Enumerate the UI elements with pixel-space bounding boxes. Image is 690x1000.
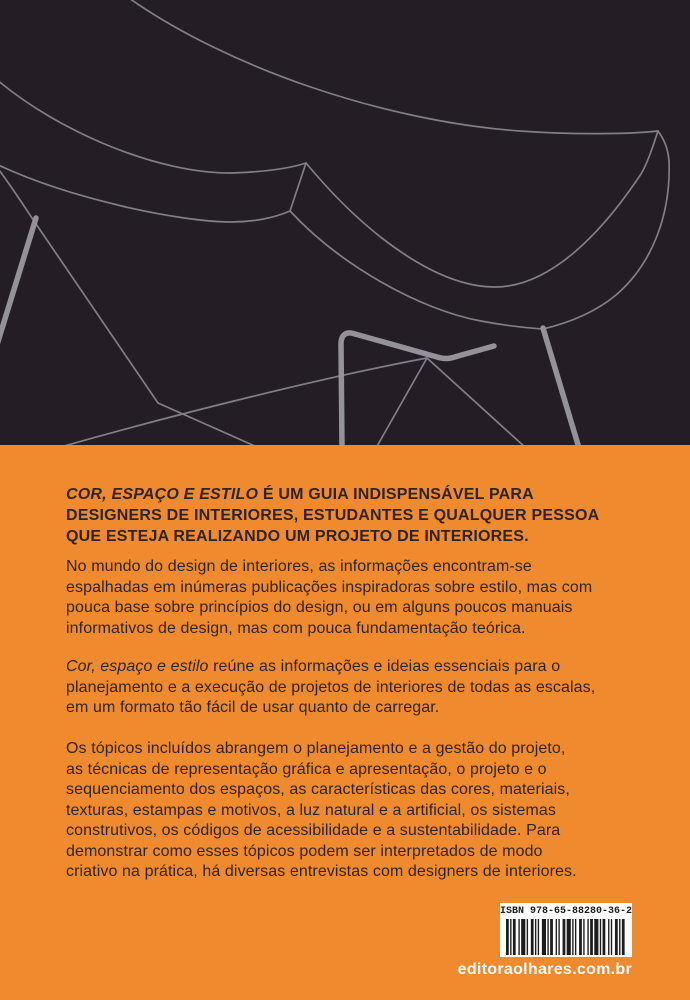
isbn-barcode [500,903,632,957]
blurb-paragraph-2 [66,657,595,719]
blurb-paragraph-1 [66,557,592,639]
heading-line3: QUE ESTEJA REALIZANDO UM PROJETO DE INTERIORES. [66,528,529,545]
p2-line1-rest: reúne as informações e ideias essenciais para o [208,658,561,675]
p3-line: texturas, estampas e motivos, a luz natural e a artificial, os sistemas [66,801,556,819]
isbn-text: ISBN 978-65-88280-36-2 [499,906,633,917]
blurb-paragraph-3 [66,739,577,883]
publisher-url: editoraolhares.com.br [457,961,632,978]
p1-line: informativos de design, mas com pouca fundamentação teórica. [66,619,526,637]
p1-line: pouca base sobre princípios do design, ou em alguns poucos manuais [66,599,573,616]
p3-line: criativo na prática, há diversas entrevistas com designers de interiores. [66,863,577,880]
cover-art-section [0,0,690,445]
book-title-italic: Cor, espaço e estilo [66,658,209,675]
book-title-italic: COR, ESPAÇO E ESTILO [66,486,259,503]
p3-line: construtivos, os códigos de acessibilidade e a sustentabilidade. Para [66,822,561,839]
p3-line: Os tópicos incluídos abrangem o planejamento e a gestão do projeto, [66,740,566,757]
back-cover-text-section [0,445,690,1000]
p1-line: No mundo do design de interiores, as informações encontram-se [66,558,532,575]
p3-line: sequenciamento dos espaços, as características das cores, materiais, [66,781,570,798]
p2-line: planejamento e a execução de projetos de interiores de todas as escalas, [66,678,596,696]
blurb-heading [66,484,599,547]
heading-line2: DESIGNERS DE INTERIORES, ESTUDANTES E QUALQUER PESSOA [66,507,600,524]
heading-line1-rest: É UM GUIA INDISPENSÁVEL PARA [258,486,534,503]
p3-line: as técnicas de representação gráfica e apresentação, o projeto e o [66,760,547,778]
p2-line: em um formato tão fácil de usar quanto de carregar. [66,699,440,716]
barcode-bars-icon [506,919,626,955]
p1-line: espalhadas em inúmeras publicações inspiradoras sobre estilo, mas com [66,578,593,596]
p3-line: demonstrar como esses tópicos podem ser interpretados de modo [66,842,543,860]
chair-line-art-icon [0,0,690,445]
